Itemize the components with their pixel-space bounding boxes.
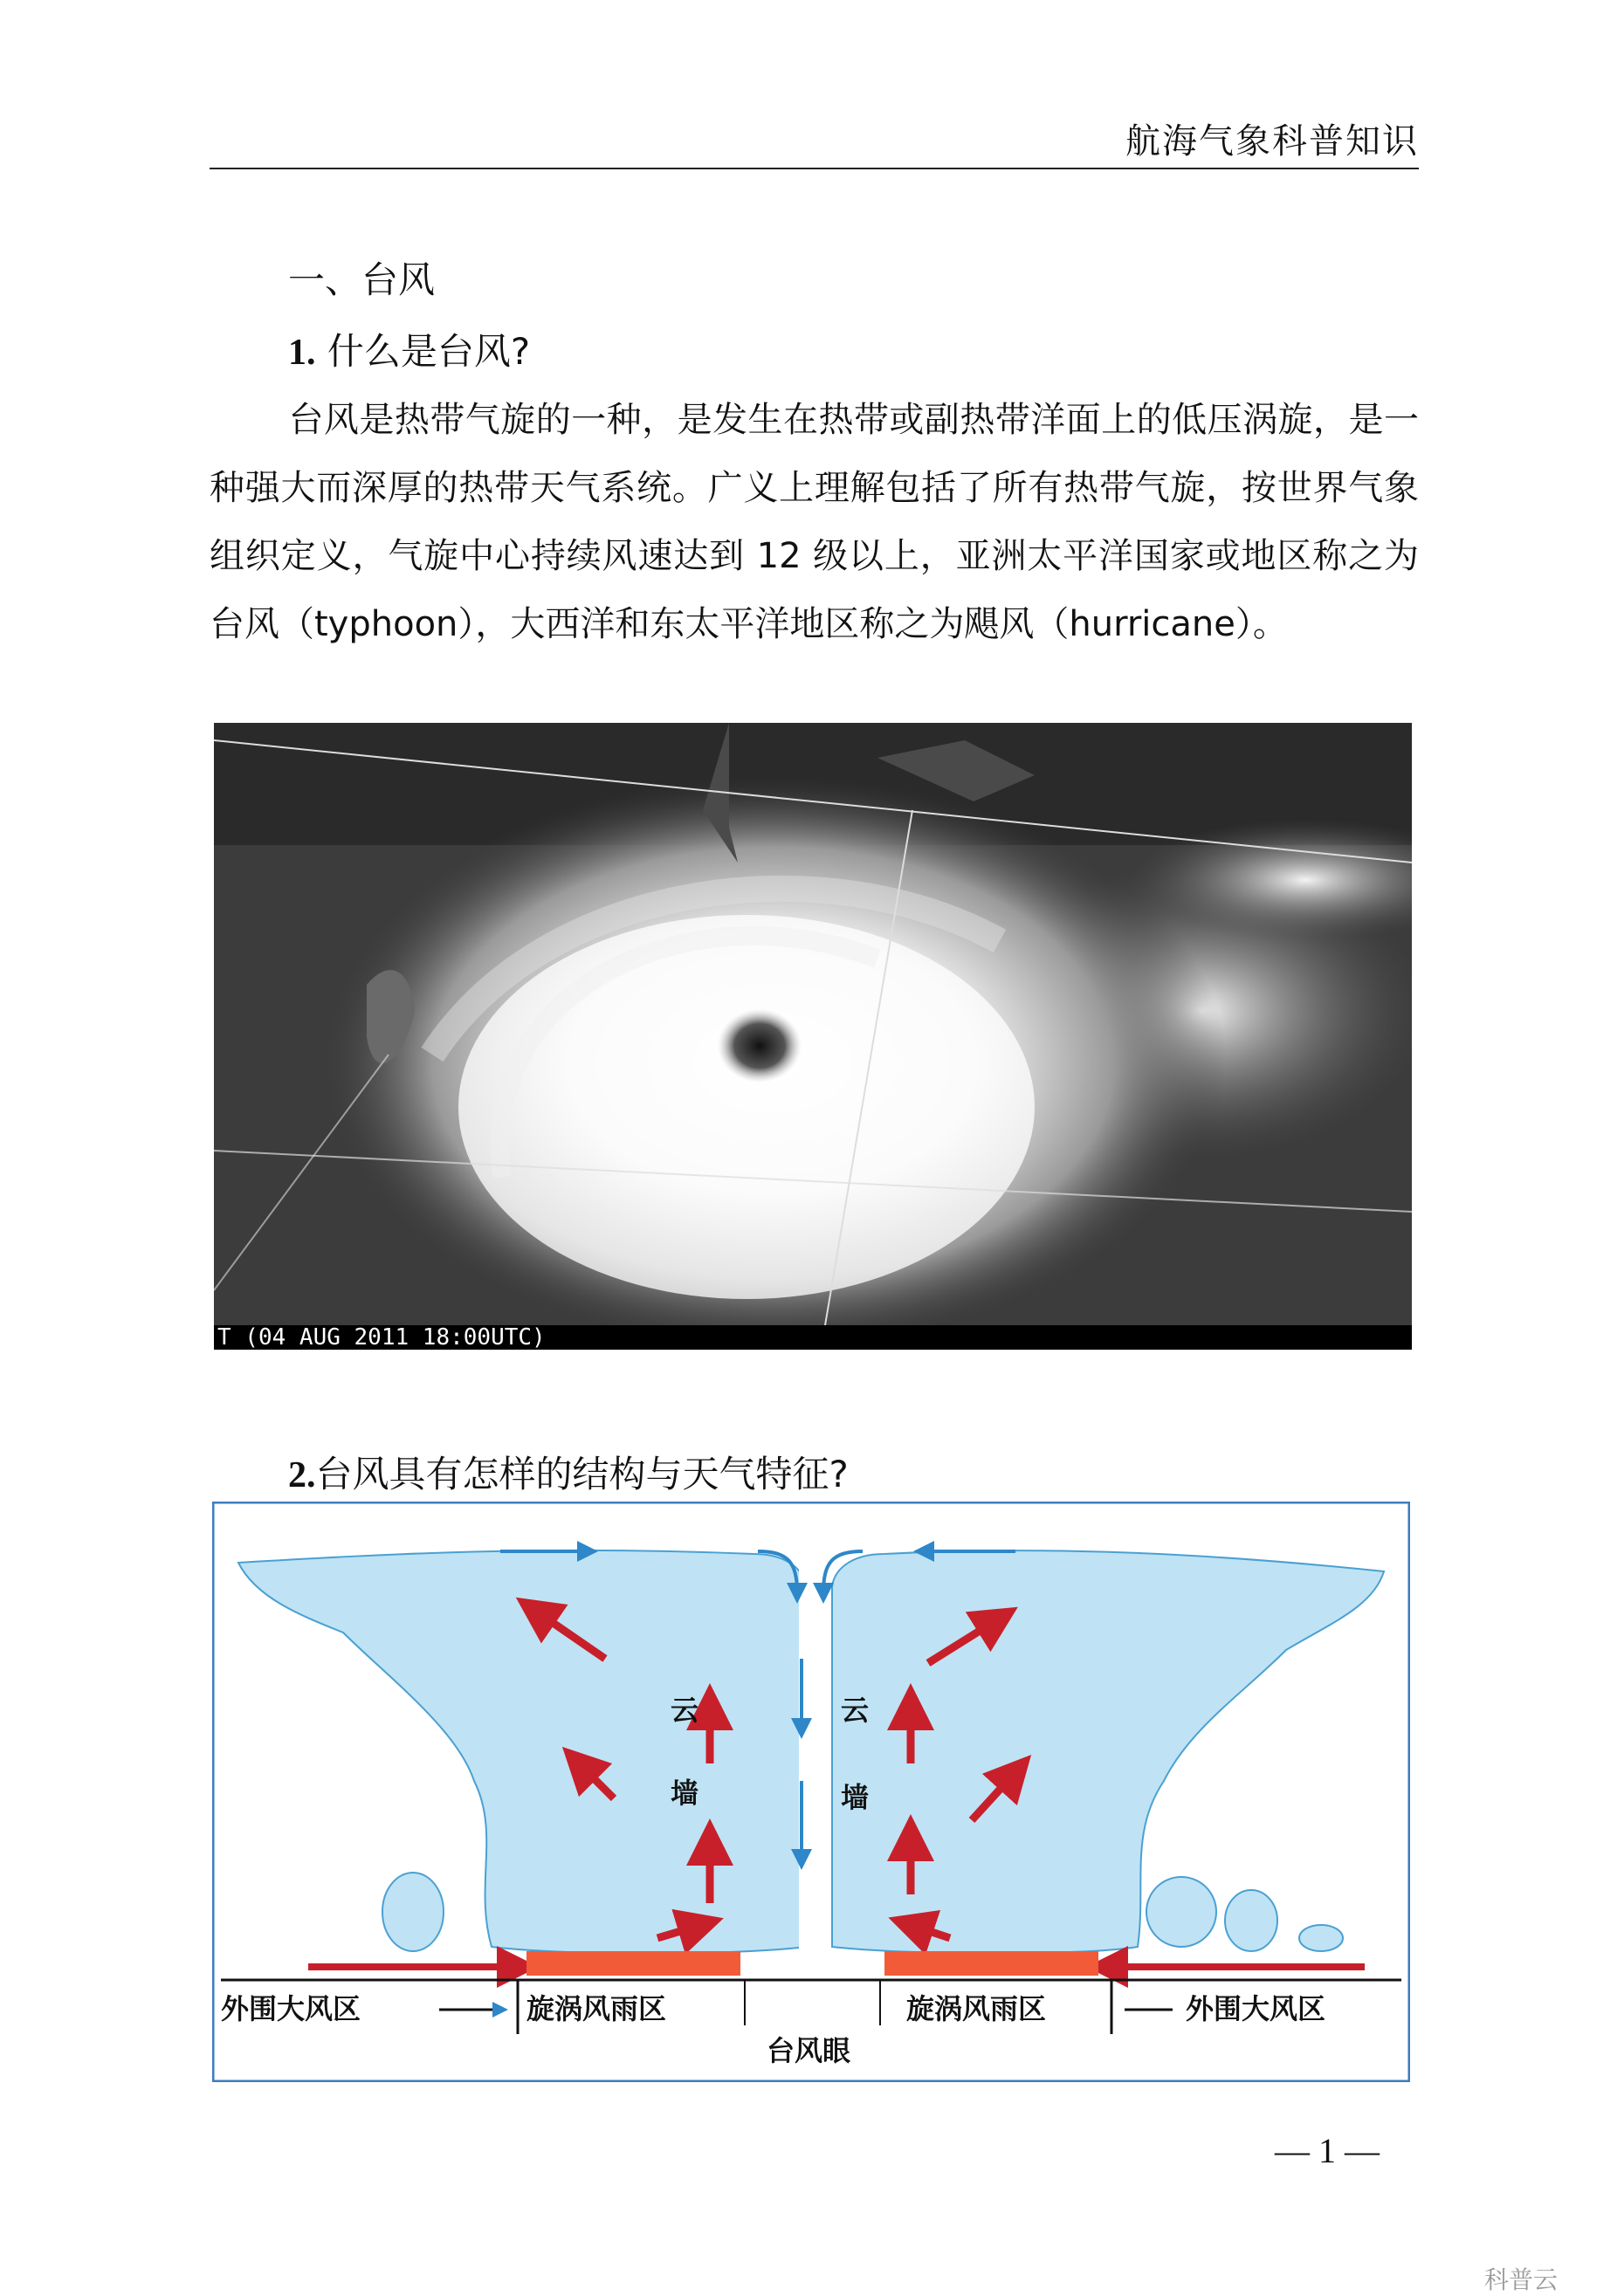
label-outer-left: 外围大风区: [221, 1992, 361, 2025]
label-vortex-right: 旋涡风雨区: [906, 1992, 1047, 2025]
label-wall-right: 墙: [841, 1781, 870, 1814]
question-2-number: 2.: [288, 1455, 316, 1495]
typhoon-definition-paragraph: [210, 386, 1419, 658]
question-2-heading: [288, 1446, 849, 1498]
question-2-text: 台风具有怎样的结构与天气特征?: [315, 1453, 849, 1495]
question-1-number: 1.: [288, 333, 316, 373]
structure-diagram-graphic: [212, 1502, 1410, 2082]
satellite-typhoon-image: [214, 723, 1412, 1350]
label-wall-left: 墙: [671, 1777, 699, 1810]
header-title: 航海气象科普知识: [1125, 121, 1419, 162]
satellite-caption: T (04 AUG 2011 18:00UTC): [214, 1325, 1412, 1350]
label-cloud-left: 云: [671, 1694, 699, 1727]
section-title: 一、台风: [288, 258, 436, 301]
paragraph-text: 台风是热带气旋的一种，是发生在热带或副热带洋面上的低压涡旋，是一种强大而深厚的热带天气系统。广义上理解包括了所有热带气旋，按世界气象组织定义，气旋中心持续风速达到 12 级以上，亚洲太平洋国家或地区称之为台风（typhoon），大西洋和东太平洋地区称之为飓风（hurricane）。: [210, 400, 1419, 644]
label-outer-right: 外围大风区: [1186, 1992, 1326, 2025]
label-cloud-right: 云: [841, 1694, 870, 1727]
header-divider: [210, 168, 1419, 169]
typhoon-structure-diagram: [212, 1502, 1410, 2082]
label-typhoon-eye: 台风眼: [767, 2034, 851, 2067]
question-1-text: 什么是台风?: [327, 330, 531, 373]
label-vortex-left: 旋涡风雨区: [526, 1992, 667, 2025]
question-1-heading: [288, 323, 530, 375]
watermark-logo: 科普云: [1484, 2265, 1559, 2294]
satellite-image-graphic: [214, 723, 1412, 1325]
page-number: — 1 —: [1275, 2131, 1380, 2170]
